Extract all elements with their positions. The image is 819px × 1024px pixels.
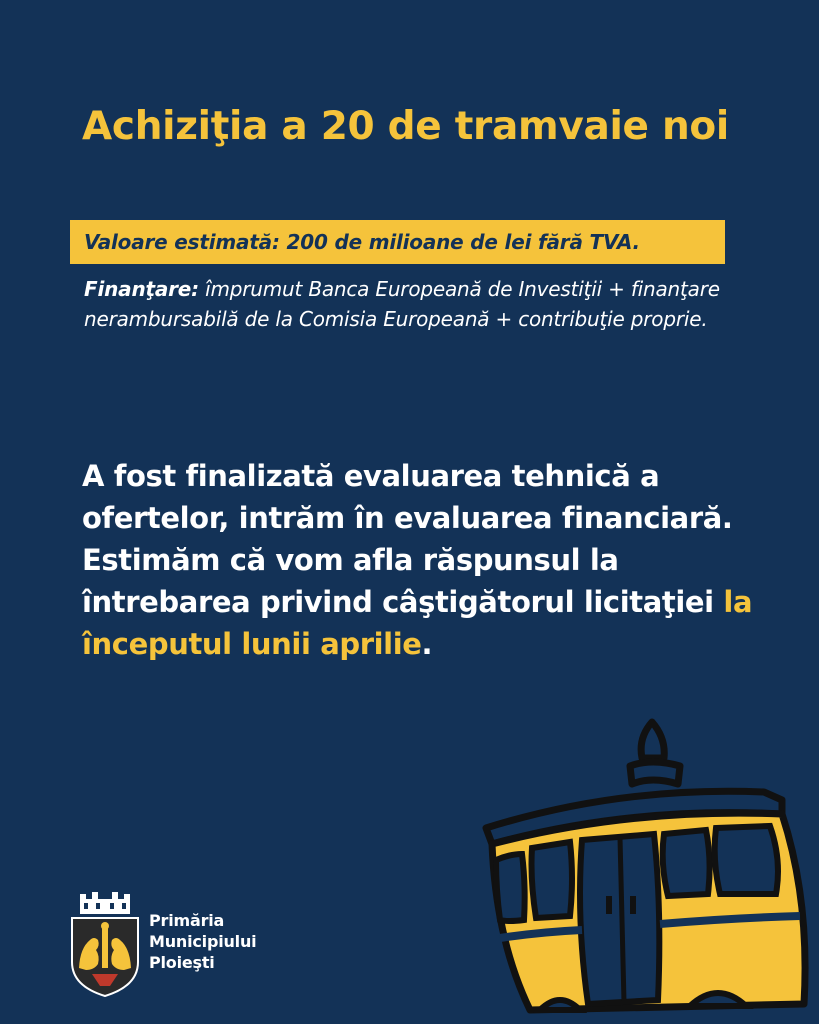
funding-label: Finanţare: (84, 277, 199, 301)
logo-line-1: Primăria (149, 911, 225, 930)
logo-line-3: Ploieşti (149, 953, 215, 972)
funding-text: împrumut Banca Europeană de Investiţii + finanţare nerambursabilă de la Comisia Europeană + contribuţie proprie. (84, 277, 720, 331)
city-crest-icon (70, 890, 140, 998)
status-end: . (421, 627, 433, 661)
status-text: A fost finalizată evaluarea tehnică a ofertelor, intrăm în evaluarea financiară. Estimăm că vom afla răspunsul la întrebarea privind câştigătorul licitaţiei (82, 459, 733, 619)
estimated-value-text: Valoare estimată: 200 de milioane de lei fără TVA. (84, 230, 640, 254)
status-highlight: la începutul lunii aprilie (82, 585, 753, 661)
logo-line-2: Municipiului (149, 932, 257, 951)
page-title: Achiziţia a 20 de tramvaie noi (82, 104, 729, 149)
tram-illustration-icon (470, 710, 819, 1024)
city-hall-logo-text (149, 910, 256, 973)
funding-paragraph (84, 274, 774, 334)
status-paragraph (82, 455, 782, 665)
